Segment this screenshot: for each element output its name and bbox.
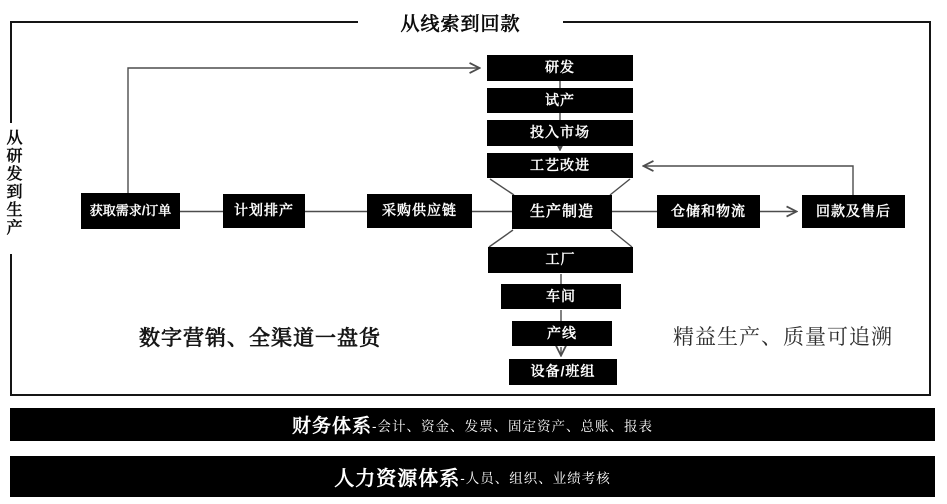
hr-system-detail: -人员、组织、业绩考核: [460, 470, 611, 486]
finance-system-title: 财务体系: [291, 416, 372, 437]
feedback-demand-to-rd: [128, 68, 479, 193]
node-plan-scheduling: 计划排产: [223, 194, 305, 228]
node-equipment-team: 设备/班组: [509, 359, 617, 385]
node-cash-aftersales: 回款及售后: [802, 195, 905, 228]
hr-system-title: 人力资源体系: [334, 468, 461, 490]
node-get-demand-order: 获取需求/订单: [81, 193, 180, 229]
node-market-launch: 投入市场: [487, 120, 633, 146]
diagram-title-rd-to-production: 从研发到生产: [4, 129, 21, 237]
diag-produce-factory-right: [611, 230, 632, 247]
finance-system-bar: [10, 408, 935, 441]
node-workshop: 车间: [501, 284, 621, 309]
hr-system-bar: [10, 456, 935, 497]
node-factory: 工厂: [488, 247, 633, 273]
diag-produce-factory-left: [489, 230, 513, 247]
node-trial-production: 试产: [487, 88, 633, 113]
feedback-cash-to-process: [644, 166, 853, 195]
diagram-title-lead-to-cash: 从线索到回款: [358, 9, 563, 36]
node-manufacturing: 生产制造: [512, 195, 612, 229]
node-warehouse-logistics: 仓储和物流: [657, 195, 760, 228]
finance-system-detail: -会计、资金、发票、固定资产、总账、报表: [372, 418, 653, 434]
annotation-lean-production: 精益生产、质量可追溯: [673, 326, 893, 349]
frame-border-top-right: [563, 21, 931, 23]
node-rd: 研发: [487, 55, 633, 81]
annotation-digital-marketing: 数字营销、全渠道一盘货: [139, 327, 381, 350]
node-procurement-supply-chain: 采购供应链: [367, 194, 472, 228]
frame-border-bottom: [10, 394, 931, 396]
node-production-line: 产线: [512, 321, 612, 346]
node-process-improvement: 工艺改进: [487, 153, 633, 178]
frame-border-top-left: [10, 21, 358, 23]
frame-border-right: [929, 21, 931, 396]
frame-border-left-upper: [10, 21, 12, 123]
diag-process-produce-left: [490, 179, 514, 195]
diag-process-produce-right: [610, 179, 630, 195]
frame-border-left-lower: [10, 254, 12, 396]
